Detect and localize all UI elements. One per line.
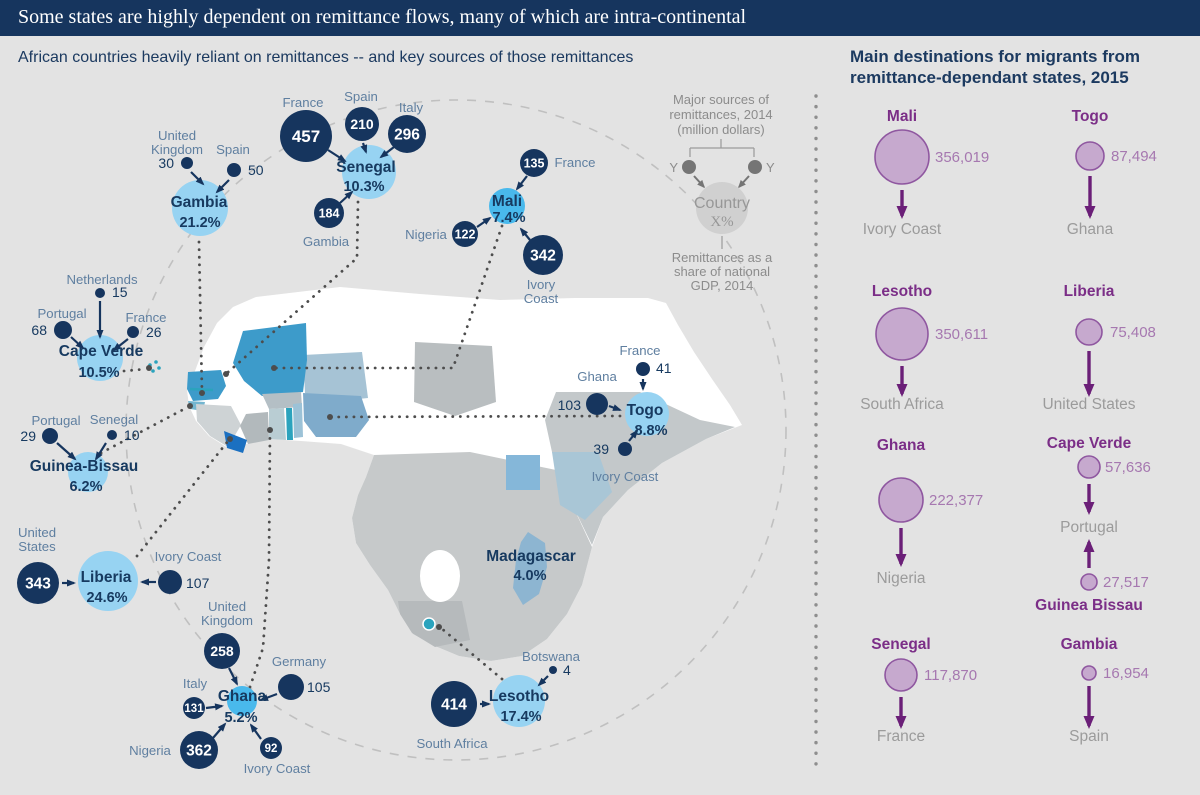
country-name: Mali <box>491 193 523 210</box>
source-bubble <box>618 442 632 456</box>
legend-caption-line1: Remittances as a <box>671 250 773 265</box>
origin-country-name: Lesotho <box>871 283 933 300</box>
destination-country: United States <box>1042 396 1136 413</box>
source-value: 39 <box>593 441 609 457</box>
legend-y-right: Y <box>766 160 775 175</box>
source-value: 103 <box>557 397 581 413</box>
migrant-bubble <box>1076 142 1104 170</box>
destination-country: France <box>876 728 926 745</box>
gambia-country <box>190 389 213 390</box>
source-arrow <box>57 443 75 459</box>
legend-title-line2: remittances, 2014 <box>669 107 773 122</box>
source-arrow <box>521 229 530 240</box>
connector-endpoint-dot <box>223 371 229 377</box>
migrant-count: 27,517 <box>1103 574 1149 591</box>
migrant-count: 222,377 <box>929 492 984 509</box>
connector-endpoint-dot <box>267 427 273 433</box>
source-label: South Africa <box>416 736 488 751</box>
source-value: 122 <box>454 227 476 242</box>
source-label: United Kingdom <box>200 599 254 628</box>
source-bubble <box>54 321 72 339</box>
cluster-ghana <box>129 599 330 776</box>
origin-country-name: Guinea Bissau <box>1035 597 1143 614</box>
country-gdp-share: 17.4% <box>500 709 542 725</box>
migrant-count: 87,494 <box>1111 148 1157 165</box>
source-value: 258 <box>210 643 234 660</box>
country-name: Liberia <box>80 569 132 586</box>
country-name: Guinea-Bissau <box>29 458 139 475</box>
source-label: Botswana <box>522 649 580 664</box>
country-gdp-share: 6.2% <box>69 479 103 495</box>
source-label: Ivory Coast <box>591 469 659 484</box>
flow-gambia <box>1061 636 1149 745</box>
source-label: Ghana <box>577 369 617 384</box>
country-name: Lesotho <box>488 688 550 705</box>
flow-mali <box>863 108 989 238</box>
migrant-bubble <box>875 130 929 184</box>
source-value: 184 <box>318 206 340 221</box>
origin-country-name: Mali <box>886 108 918 125</box>
cluster-mali <box>405 149 595 306</box>
migrant-count: 356,019 <box>935 149 990 166</box>
source-arrow <box>517 176 527 189</box>
legend-arrow-right <box>739 176 749 187</box>
zimbabwe <box>420 550 460 602</box>
source-value: 457 <box>291 127 321 147</box>
migrant-count: 117,870 <box>924 667 978 684</box>
cluster-liberia <box>17 525 222 611</box>
source-label: Germany <box>271 654 327 669</box>
migrant-bubble <box>885 659 917 691</box>
country-name: Madagascar <box>486 548 576 565</box>
cluster-gambia <box>151 128 264 236</box>
source-value: 107 <box>186 575 210 591</box>
legend-y-left: Y <box>669 160 678 175</box>
country-name: Cape Verde <box>58 343 144 360</box>
connector-endpoint-dot <box>199 390 205 396</box>
legend-title-line1: Major sources of <box>672 92 770 107</box>
source-value: 342 <box>530 247 556 265</box>
destination-country: Ghana <box>1066 221 1114 238</box>
legend-share-label: X% <box>710 214 734 230</box>
source-value: 30 <box>158 155 174 171</box>
source-value: 131 <box>184 703 204 716</box>
source-label: France <box>125 310 167 325</box>
source-arrow <box>251 725 261 739</box>
source-label: Portugal <box>31 413 81 428</box>
country-gdp-share: 10.3% <box>343 179 385 195</box>
source-label: Gambia <box>302 234 350 249</box>
source-bubble <box>181 157 193 169</box>
legend-source-bubble-left <box>682 160 696 174</box>
dotted-connector <box>250 430 270 687</box>
source-arrow <box>206 706 222 708</box>
migrant-bubble <box>1078 456 1100 478</box>
source-label: United States <box>17 525 57 554</box>
source-value: 29 <box>20 428 36 444</box>
source-value: 41 <box>656 360 672 376</box>
origin-country-name: Ghana <box>876 437 926 454</box>
legend-title-line3: (million dollars) <box>677 122 765 137</box>
source-value: 92 <box>264 743 278 756</box>
migrant-count: 350,611 <box>935 326 989 343</box>
source-value: 26 <box>146 324 162 340</box>
legend-country-label: Country <box>693 195 751 212</box>
source-label: Italy <box>182 676 208 691</box>
migrant-flows <box>860 108 1157 745</box>
country-gdp-share: 4.0% <box>513 568 547 584</box>
source-value: 414 <box>441 696 467 714</box>
source-value: 210 <box>350 116 374 133</box>
migrant-bubble <box>1082 666 1096 680</box>
source-label: Ivory Coast <box>523 277 559 306</box>
page-title: Some states are highly dependent on remittance flows, many of which are intra-continental <box>18 6 747 28</box>
country-gdp-share: 7.4% <box>492 210 526 226</box>
country-gdp-share: 10.5% <box>78 365 120 381</box>
right-panel-title-line2: remittance-dependant states, 2015 <box>850 68 1129 87</box>
source-label: Ivory Coast <box>154 549 222 564</box>
right-panel-title-line1: Main destinations for migrants from <box>850 47 1140 66</box>
source-bubble <box>278 674 304 700</box>
source-arrow <box>217 180 229 192</box>
benin <box>293 403 303 438</box>
cluster-guinea-bissau <box>20 412 139 495</box>
source-value: 10 <box>124 427 140 443</box>
source-label: France <box>619 343 661 358</box>
nigeria-country <box>303 393 369 437</box>
source-label: Italy <box>398 100 424 115</box>
source-label: Spain <box>216 142 250 157</box>
source-bubble <box>95 288 105 298</box>
cluster-senegal <box>280 89 426 249</box>
flow-senegal <box>871 636 977 745</box>
destination-country: South Africa <box>860 396 944 413</box>
origin-country-name: Senegal <box>871 636 931 653</box>
source-label: Senegal <box>89 412 139 427</box>
legend-source-bubble-right <box>748 160 762 174</box>
source-label: Netherlands <box>66 272 138 287</box>
connector-endpoint-dot <box>436 624 442 630</box>
migrant-bubble <box>876 308 928 360</box>
flow-ghana <box>876 437 983 587</box>
migrant-count: 16,954 <box>1103 665 1149 682</box>
source-bubble <box>42 428 58 444</box>
sudan-region <box>414 342 496 416</box>
ghana-country <box>269 408 286 440</box>
migrant-bubble <box>1076 319 1102 345</box>
source-value: 296 <box>394 126 420 144</box>
connector-endpoint-dot <box>187 403 193 409</box>
country-name: Gambia <box>170 194 228 211</box>
connector-endpoint-dot <box>271 365 277 371</box>
source-arrow <box>96 443 106 459</box>
source-bubble <box>227 163 241 177</box>
migrant-bubble <box>879 478 923 522</box>
togo-country <box>286 408 293 440</box>
migrant-count: 57,636 <box>1105 459 1151 476</box>
connector-endpoint-dot <box>146 365 152 371</box>
source-bubble <box>549 666 557 674</box>
source-label: France <box>282 95 324 110</box>
flow-liberia <box>1042 283 1155 413</box>
source-bubble <box>127 326 139 338</box>
dotted-connector <box>137 441 228 556</box>
country-gdp-share: 24.6% <box>86 590 128 606</box>
country-name: Ghana <box>217 688 267 705</box>
source-bubble <box>636 362 650 376</box>
origin-country-name: Liberia <box>1063 283 1115 300</box>
origin-country-name: Cape Verde <box>1046 435 1132 452</box>
source-value: 68 <box>31 322 47 338</box>
source-label: Portugal <box>37 306 87 321</box>
cluster-cape-verde <box>31 272 166 381</box>
uganda <box>506 455 540 490</box>
country-gdp-share: 5.2% <box>224 710 258 726</box>
source-value: 135 <box>523 156 545 171</box>
destination-country: Nigeria <box>876 570 926 587</box>
lesotho-country <box>423 618 435 630</box>
flow-guinea-bissau <box>1035 542 1149 614</box>
origin-country-name: Gambia <box>1060 636 1118 653</box>
source-arrow <box>213 724 225 738</box>
destination-country: Ivory Coast <box>862 221 942 238</box>
dotted-connector <box>124 369 146 371</box>
source-value: 343 <box>25 575 51 593</box>
source-label: Spain <box>344 89 378 104</box>
legend-caption-line2: share of national <box>673 264 771 279</box>
country-name: Senegal <box>336 159 396 176</box>
origin-country-name: Togo <box>1071 108 1109 125</box>
source-bubble <box>107 430 117 440</box>
source-value: 105 <box>307 679 331 695</box>
source-label: Nigeria <box>405 227 447 242</box>
source-bubble <box>586 393 608 415</box>
source-label: Ivory Coast <box>243 761 311 776</box>
flow-togo <box>1067 108 1157 238</box>
destination-country: Spain <box>1069 728 1109 745</box>
source-label: France <box>554 155 596 170</box>
cluster-lesotho <box>416 649 580 751</box>
legend-bracket <box>690 139 754 157</box>
country-gdp-share: 8.8% <box>634 423 668 439</box>
source-value: 15 <box>112 284 128 300</box>
flow-lesotho <box>860 283 988 413</box>
flow-cape-verde <box>1047 435 1151 536</box>
destination-country: Portugal <box>1060 519 1118 536</box>
legend-arrow-left <box>694 176 704 187</box>
country-name: Togo <box>626 402 664 419</box>
source-label: United Kingdom <box>150 128 204 157</box>
source-arrow <box>539 676 548 685</box>
source-value: 362 <box>186 742 212 760</box>
connector-endpoint-dot <box>327 414 333 420</box>
legend-caption-line3: GDP, 2014 <box>690 278 754 293</box>
source-value: 4 <box>563 662 571 678</box>
connector-endpoint-dot <box>227 436 233 442</box>
source-arrow <box>477 218 490 227</box>
left-panel-title: African countries heavily reliant on remittances -- and key sources of those remittances <box>18 49 634 66</box>
migrant-count: 75,408 <box>1110 324 1156 341</box>
source-bubble <box>158 570 182 594</box>
source-label: Nigeria <box>129 743 171 758</box>
migrant-bubble <box>1081 574 1097 590</box>
source-value: 50 <box>248 162 264 178</box>
country-gdp-share: 21.2% <box>179 215 221 231</box>
